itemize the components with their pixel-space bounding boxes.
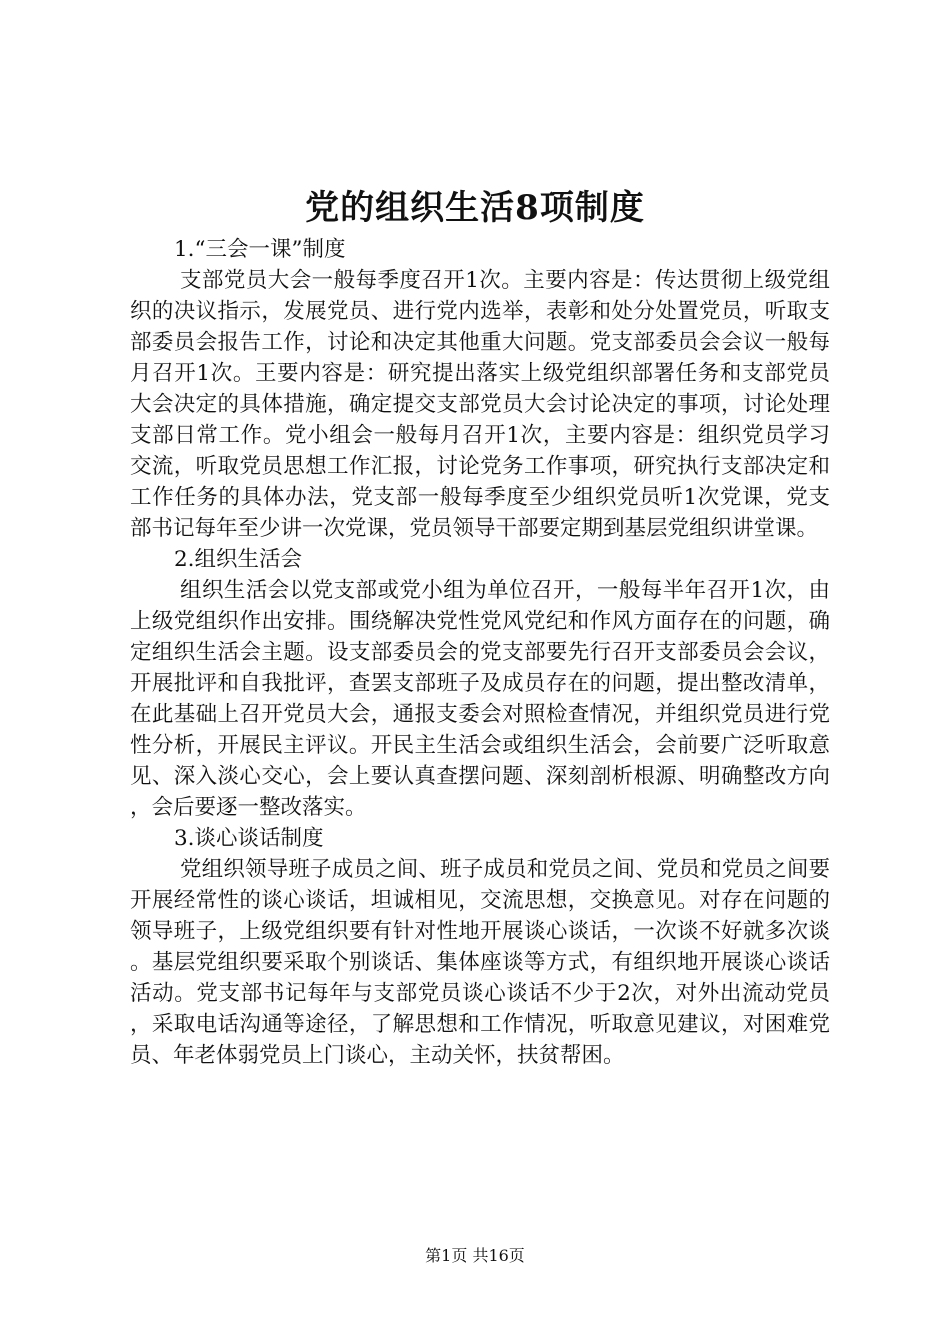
section-paragraph: 党组织领导班子成员之间、班子成员和党员之间、党员和党员之间要开展经常性的谈心谈话，坦诚相见，交流思想，交换意见。对存在问题的领导班子，上级党组织要有针对性地开展谈心谈话，一次谈不好就多次谈。基层党组织要采取个别谈话、集体座谈等方式，有组织地开展谈心谈话活动。党支部书记每年与支部党员谈心谈话不少于2次，对外出流动党员，采取电话沟通等途径，了解思想和工作情况，听取意见建议，对困难党员、年老体弱党员上门谈心，主动关怀，扶贫帮困。: [130, 857, 830, 1068]
section-heading: 1.“三会一课”制度: [174, 237, 346, 262]
document-title: 党的组织生活8项制度: [305, 188, 645, 228]
section-heading: 2.组织生活会: [174, 547, 303, 572]
section-3: [130, 823, 830, 1071]
section-2: [130, 544, 830, 823]
document-body: [130, 234, 830, 1071]
section-1: [130, 234, 830, 544]
page-footer: 第1页 共16页: [425, 1246, 525, 1265]
section-heading: 3.谈心谈话制度: [174, 826, 324, 851]
section-paragraph: 组织生活会以党支部或党小组为单位召开，一般每半年召开1次，由上级党组织作出安排。围绕解决党性党风党纪和作风方面存在的问题，确定组织生活会主题。设支部委员会的党支部要先行召开支部委员会会议，开展批评和自我批评，查罢支部班子及成员存在的问题，提出整改清单，在此基础上召开党员大会，通报支委会对照检查情况，并组织党员进行党性分析，开展民主评议。开民主生活会或组织生活会，会前要广泛听取意见、深入淡心交心，会上要认真查摆问题、深刻剖析根源、明确整改方向，会后要逐一整改落实。: [130, 578, 830, 820]
section-paragraph: 支部党员大会一般每季度召开1次。主要内容是：传达贯彻上级党组织的决议指示，发展党员、进行党内选举，表彰和处分处置党员，听取支部委员会报告工作，讨论和决定其他重大问题。党支部委员会会议一般每月召开1次。王要内容是：研究提出落实上级党组织部署任务和支部党员大会决定的具体措施，确定提交支部党员大会讨论决定的事项，讨论处理支部日常工作。党小组会一般每月召开1次，主要内容是：组织党员学习交流，听取党员思想工作汇报，讨论党务工作事项，研究执行支部决定和工作任务的具体办法，党支部一般每季度至少组织党员听1次党课，党支部书记每年至少讲一次党课，党员领导干部要定期到基层党组织讲堂课。: [130, 268, 830, 541]
